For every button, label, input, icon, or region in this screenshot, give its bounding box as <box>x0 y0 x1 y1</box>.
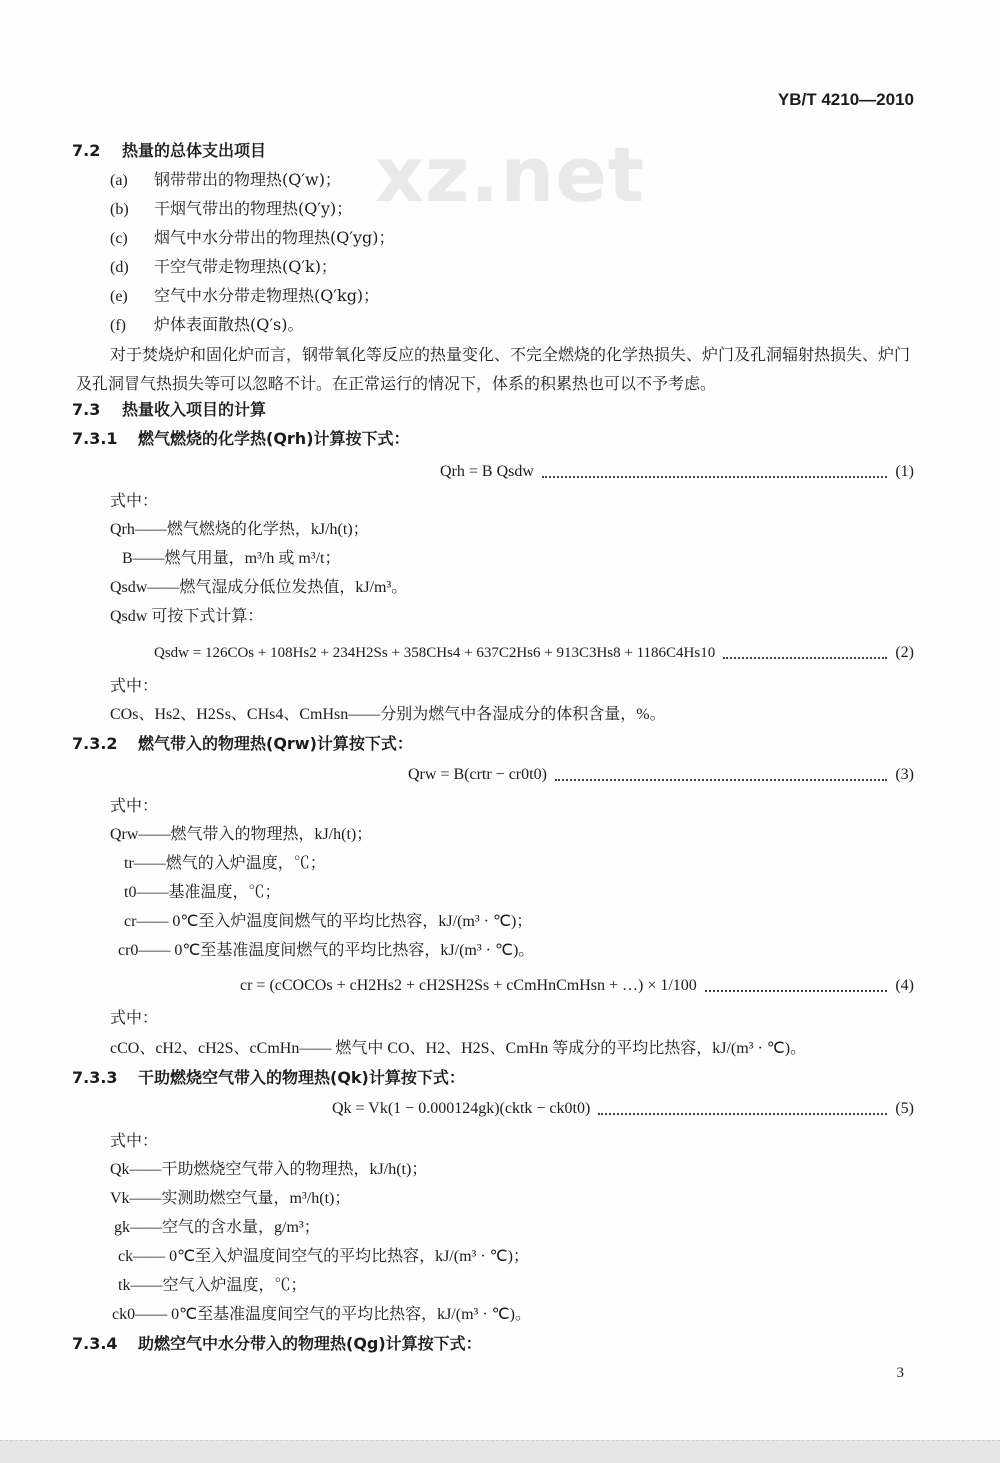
equation-number: (5) <box>895 1100 914 1117</box>
definition-line: cr—— 0℃至入炉温度间燃气的平均比热容，kJ/(m³ · ℃)； <box>124 913 533 930</box>
where-label: 式中： <box>110 676 159 695</box>
item-label: (f) <box>110 317 126 334</box>
equation-number: (1) <box>895 463 914 480</box>
section-title: 热量收入项目的计算 <box>122 400 267 419</box>
item-text: 干空气带走物理热(Q′k)； <box>154 257 337 276</box>
definition-line: cr0—— 0℃至基准温度间燃气的平均比热容，kJ/(m³ · ℃)。 <box>118 942 535 959</box>
list-item <box>110 169 341 192</box>
definition-line: t0——基准温度，℃； <box>124 884 281 901</box>
item-label: (e) <box>110 288 128 305</box>
definition-line: ck0—— 0℃至基准温度间空气的平均比热容，kJ/(m³ · ℃)。 <box>112 1306 531 1323</box>
equation-number: (3) <box>895 766 914 783</box>
item-text: 烟气中水分带出的物理热(Q′yg)； <box>154 228 395 247</box>
formula-3 <box>408 763 914 787</box>
formula-4 <box>240 974 914 998</box>
item-text: 空气中水分带走物理热(Q′kg)； <box>154 286 380 305</box>
definition-line: cCO、cH2、cH2S、cCmHn—— 燃气中 CO、H2、H2S、CmHn 等成分的平均比热容，kJ/(m³ · ℃)。 <box>110 1040 807 1057</box>
item-label: (d) <box>110 259 129 276</box>
section-title: 热量的总体支出项目 <box>122 141 267 160</box>
section-number: 7.3.4 <box>72 1334 118 1353</box>
formula-2 <box>154 641 914 665</box>
equation-number: (2) <box>895 644 914 661</box>
formula-expression: Qk = Vk(1 − 0.000124gk)(cktk − ck0t0) <box>332 1100 591 1117</box>
standard-code: YB/T 4210—2010 <box>777 90 914 109</box>
section-title: 燃气带入的物理热(Qrw)计算按下式： <box>138 734 413 753</box>
formula-5 <box>332 1097 914 1121</box>
definition-line: tk——空气入炉温度，℃； <box>118 1277 307 1294</box>
item-text: 钢带带出的物理热(Q′w)； <box>154 170 341 189</box>
definition-line: Qk——干助燃烧空气带入的物理热，kJ/h(t)； <box>110 1161 428 1178</box>
definition-line: tr——燃气的入炉温度，℃； <box>124 855 326 872</box>
section-title: 干助燃烧空气带入的物理热(Qk)计算按下式： <box>138 1068 465 1087</box>
section-7-2-heading <box>72 140 266 162</box>
dot-leader <box>555 769 887 781</box>
dot-leader <box>542 466 887 478</box>
list-item <box>110 285 379 308</box>
definition-line: Qrh——燃气燃烧的化学热，kJ/h(t)； <box>110 521 369 538</box>
section-number: 7.3.2 <box>72 734 118 753</box>
definition-line: Qrw——燃气带入的物理热，kJ/h(t)； <box>110 826 373 843</box>
section-7-3-2-heading <box>72 733 413 755</box>
formula-expression: Qrh = B Qsdw <box>440 463 534 480</box>
definition-line: gk——空气的含水量，g/m³； <box>114 1219 320 1236</box>
section-7-2-note: 对于焚烧炉和固化炉而言，钢带氧化等反应的热量变化、不完全燃烧的化学热损失、炉门及孔洞辐射热损失、炉门及孔洞冒气热损失等可以忽略不计。在正常运行的情况下，体系的积累热也可以不予考虑。 <box>76 345 911 393</box>
dot-leader <box>598 1103 887 1115</box>
where-label: 式中： <box>110 796 159 815</box>
definition-line: COs、Hs2、H2Ss、CHs4、CmHsn——分别为燃气中各湿成分的体积含量，%。 <box>110 706 666 723</box>
formula-expression: cr = (cCOCOs + cH2Hs2 + cH2SH2Ss + cCmHnCmHsn + …) × 1/100 <box>240 977 697 994</box>
section-7-3-4-heading <box>72 1333 482 1355</box>
section-title: 助燃空气中水分带入的物理热(Qg)计算按下式： <box>138 1334 482 1353</box>
calc-intro: Qsdw 可按下式计算： <box>110 608 264 625</box>
page-number: 3 <box>896 1365 904 1381</box>
dot-leader <box>705 980 888 992</box>
item-text: 炉体表面散热(Q′s)。 <box>154 315 304 334</box>
where-label: 式中： <box>110 1008 159 1027</box>
formula-1 <box>440 460 914 484</box>
section-number: 7.3 <box>72 400 101 419</box>
list-item <box>110 227 395 250</box>
definition-line: Vk——实测助燃空气量，m³/h(t)； <box>110 1190 351 1207</box>
formula-expression: Qsdw = 126COs + 108Hs2 + 234H2Ss + 358CHs4 + 637C2Hs6 + 913C3Hs8 + 1186C4Hs10 <box>154 644 716 661</box>
dot-leader <box>723 647 887 659</box>
formula-expression: Qrw = B(crtr − cr0t0) <box>408 766 547 783</box>
equation-number: (4) <box>895 977 914 994</box>
item-label: (c) <box>110 230 128 247</box>
list-item <box>110 198 352 221</box>
page-bottom-strip <box>0 1440 1000 1463</box>
list-item <box>110 314 303 337</box>
where-label: 式中： <box>110 1131 159 1150</box>
definition-line: Qsdw——燃气湿成分低位发热值，kJ/m³。 <box>110 579 408 596</box>
item-label: (b) <box>110 201 129 218</box>
where-label: 式中： <box>110 491 159 510</box>
section-7-3-3-heading <box>72 1067 465 1089</box>
definition-line: B——燃气用量，m³/h 或 m³/t； <box>122 550 341 567</box>
section-number: 7.3.1 <box>72 429 118 448</box>
item-label: (a) <box>110 172 128 189</box>
list-item <box>110 256 337 279</box>
definition-line: ck—— 0℃至入炉温度间空气的平均比热容，kJ/(m³ · ℃)； <box>118 1248 529 1265</box>
section-7-3-1-heading <box>72 428 410 450</box>
watermark: xz.net <box>375 130 646 219</box>
item-text: 干烟气带出的物理热(Q′y)； <box>154 199 353 218</box>
section-7-3-heading <box>72 399 266 421</box>
section-number: 7.2 <box>72 141 101 160</box>
section-number: 7.3.3 <box>72 1068 118 1087</box>
section-title: 燃气燃烧的化学热(Qrh)计算按下式： <box>138 429 410 448</box>
